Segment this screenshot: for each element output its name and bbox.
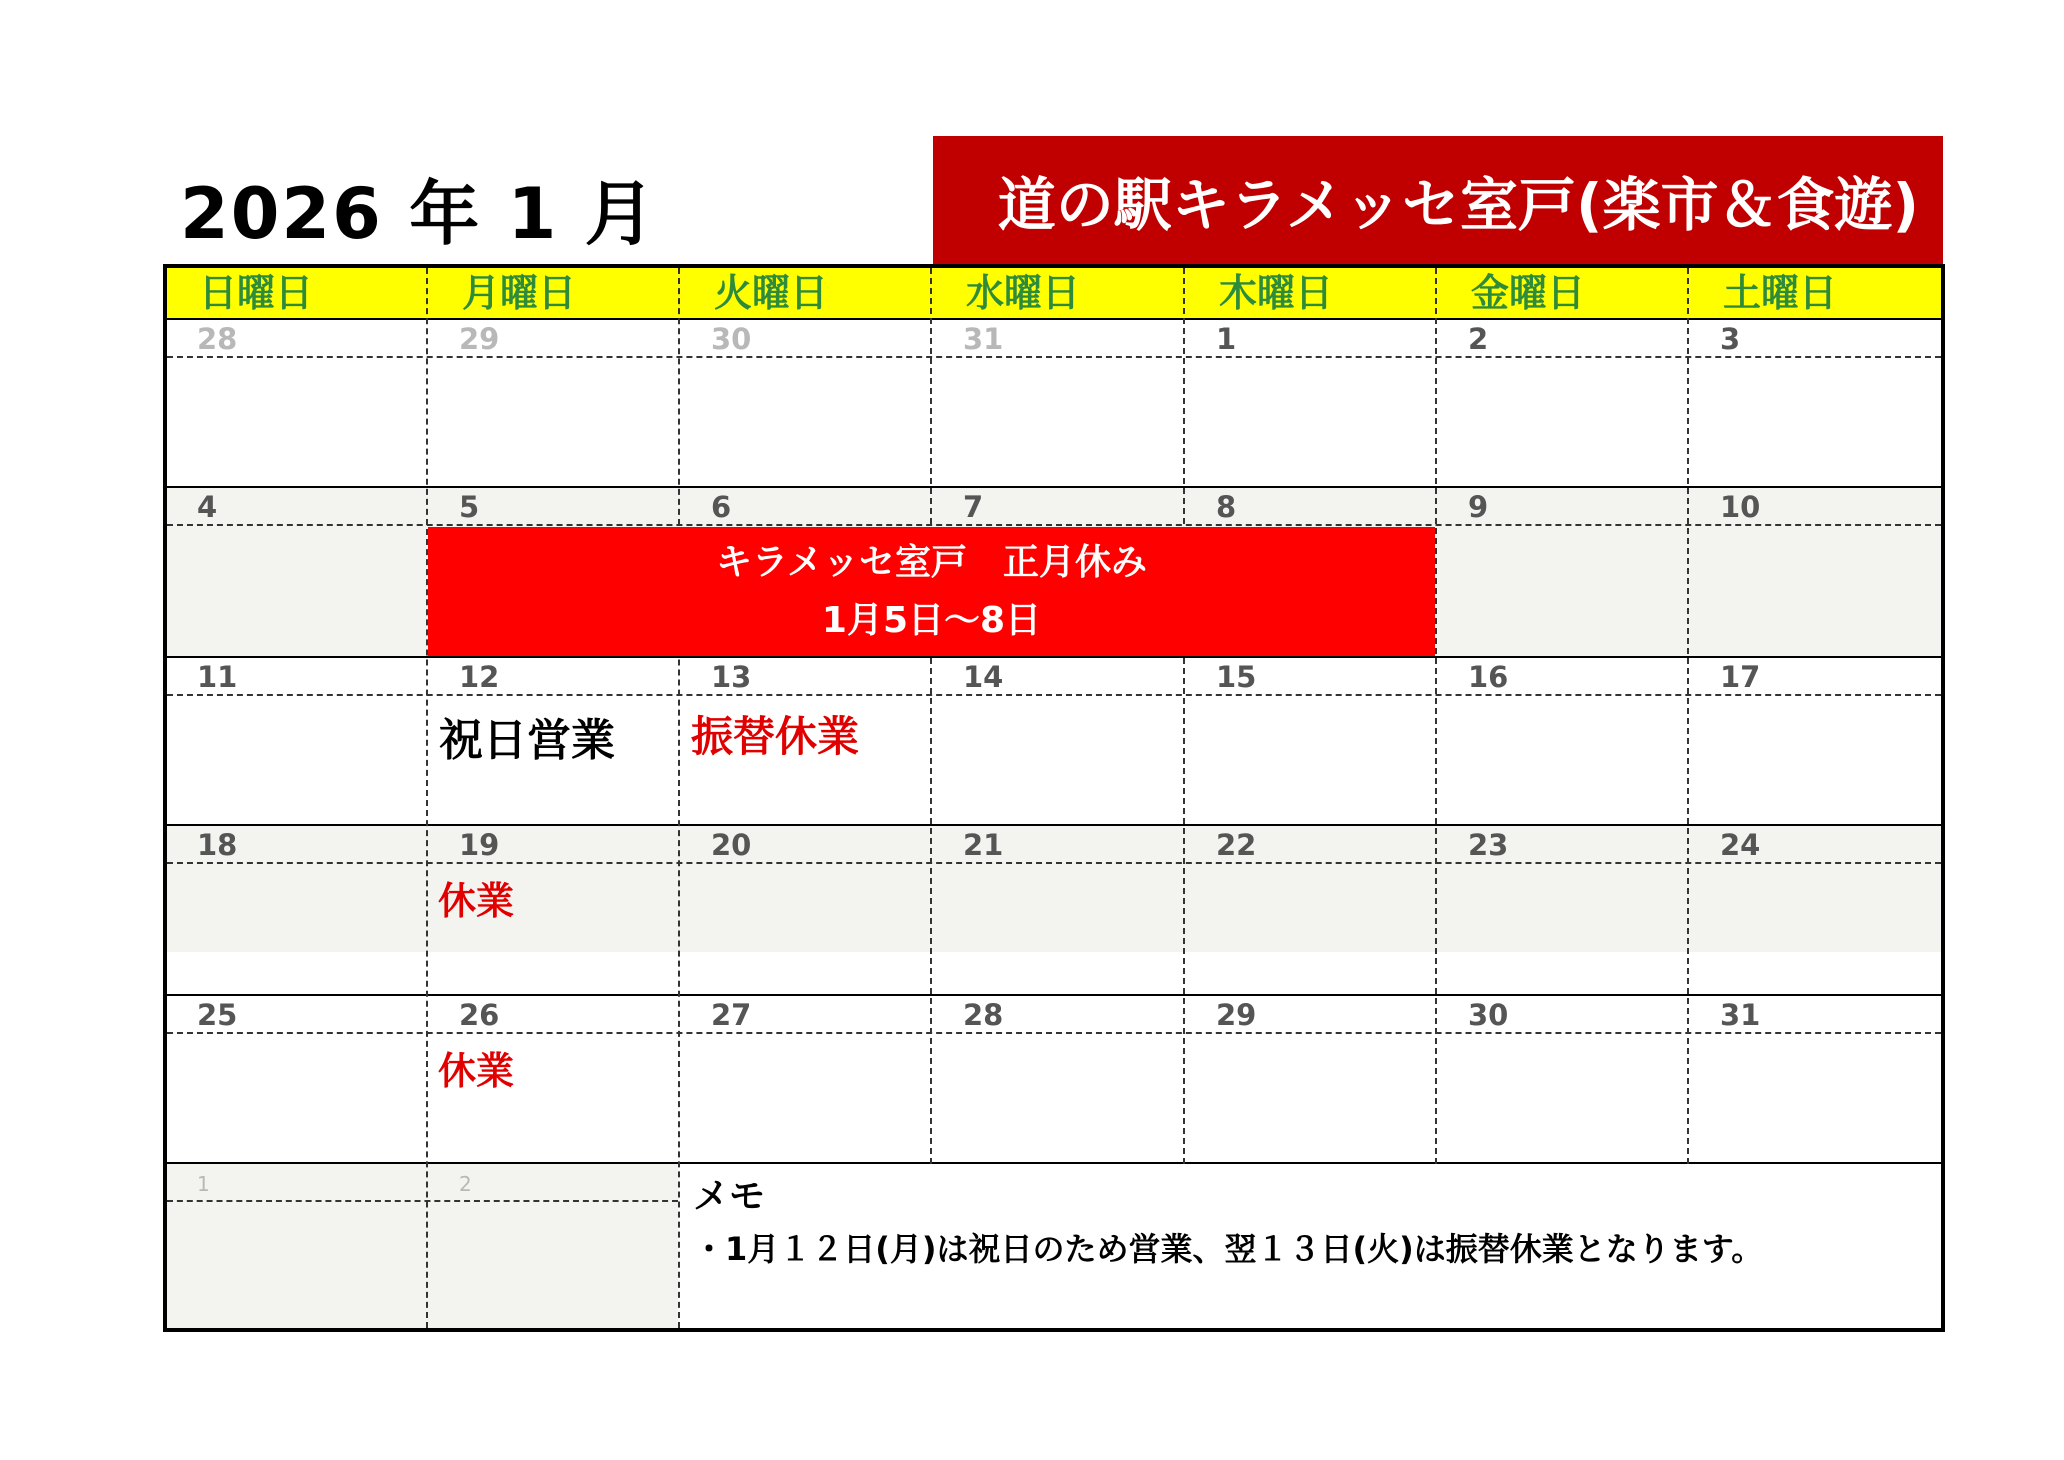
day-number: 28 bbox=[197, 322, 238, 356]
station-name: 道の駅キラメッセ室戸(楽市＆食遊) bbox=[997, 171, 1919, 239]
day-number-next-month: 1 bbox=[197, 1172, 210, 1196]
day-number: 13 bbox=[711, 660, 752, 694]
new-year-holiday-banner bbox=[428, 527, 1435, 656]
day-number: 4 bbox=[197, 490, 218, 524]
weekday-thursday: 木曜日 bbox=[1219, 271, 1334, 315]
day-number: 11 bbox=[197, 660, 238, 694]
day-number: 31 bbox=[1720, 998, 1761, 1032]
day-number: 3 bbox=[1720, 322, 1741, 356]
day-number: 7 bbox=[963, 490, 984, 524]
day-number: 15 bbox=[1216, 660, 1257, 694]
day-number: 9 bbox=[1468, 490, 1489, 524]
day-number: 21 bbox=[963, 828, 1004, 862]
day-number: 31 bbox=[963, 322, 1004, 356]
column-divider bbox=[1183, 268, 1185, 1164]
memo-text: ・1月１２日(月)は祝日のため営業、翌１３日(火)は振替休業となります。 bbox=[693, 1230, 1764, 1268]
day-number: 1 bbox=[1216, 322, 1237, 356]
day-number: 17 bbox=[1720, 660, 1761, 694]
weekday-friday: 金曜日 bbox=[1471, 271, 1586, 315]
day-number: 28 bbox=[963, 998, 1004, 1032]
row-divider bbox=[167, 824, 1941, 826]
row-divider bbox=[167, 862, 1941, 864]
day-number: 30 bbox=[711, 322, 752, 356]
day-number: 27 bbox=[711, 998, 752, 1032]
weekday-saturday: 土曜日 bbox=[1723, 271, 1838, 315]
row-divider bbox=[167, 486, 1941, 488]
note-substitute-closed: 振替休業 bbox=[691, 712, 860, 761]
month-title: 2026 年 1 月 bbox=[180, 173, 657, 255]
calendar-grid bbox=[163, 264, 1945, 1332]
day-number: 6 bbox=[711, 490, 732, 524]
day-number: 12 bbox=[459, 660, 500, 694]
day-number: 29 bbox=[1216, 998, 1257, 1032]
day-number: 14 bbox=[963, 660, 1004, 694]
weekday-header bbox=[167, 268, 1941, 320]
row-divider bbox=[167, 994, 1941, 996]
weekday-sunday: 日曜日 bbox=[199, 271, 314, 315]
column-divider bbox=[930, 268, 932, 1164]
day-number: 20 bbox=[711, 828, 752, 862]
row-divider bbox=[167, 1032, 1941, 1034]
holiday-banner-dates: 1月5日～8日 bbox=[821, 599, 1042, 641]
day-number: 26 bbox=[459, 998, 500, 1032]
station-name-banner bbox=[933, 136, 1943, 264]
day-number: 8 bbox=[1216, 490, 1237, 524]
weekday-wednesday: 水曜日 bbox=[966, 271, 1081, 315]
shade-week4 bbox=[167, 826, 1941, 952]
note-closed-26: 休業 bbox=[438, 1049, 515, 1093]
day-number: 23 bbox=[1468, 828, 1509, 862]
day-number: 5 bbox=[459, 490, 480, 524]
row-divider bbox=[167, 656, 1941, 658]
row-divider bbox=[167, 1200, 678, 1202]
column-divider bbox=[678, 268, 680, 1328]
note-holiday-open: 祝日営業 bbox=[439, 715, 615, 766]
day-number: 2 bbox=[1468, 322, 1489, 356]
day-number: 18 bbox=[197, 828, 238, 862]
day-number-next-month: 2 bbox=[459, 1172, 472, 1196]
column-divider bbox=[1435, 268, 1437, 1164]
row-divider bbox=[167, 1162, 1941, 1164]
day-number: 24 bbox=[1720, 828, 1761, 862]
weekday-monday: 月曜日 bbox=[462, 271, 577, 315]
row-divider bbox=[167, 356, 1941, 358]
weekday-tuesday: 火曜日 bbox=[714, 271, 829, 315]
row-divider bbox=[167, 524, 1941, 526]
holiday-banner-title: キラメッセ室戸 正月休み bbox=[716, 541, 1147, 583]
day-number: 22 bbox=[1216, 828, 1257, 862]
note-closed-19: 休業 bbox=[438, 879, 515, 923]
day-number: 30 bbox=[1468, 998, 1509, 1032]
day-number: 19 bbox=[459, 828, 500, 862]
memo-title: メモ bbox=[693, 1176, 766, 1217]
shade-extra-row bbox=[167, 1164, 678, 1328]
day-number: 10 bbox=[1720, 490, 1761, 524]
column-divider bbox=[1687, 268, 1689, 1164]
day-number: 25 bbox=[197, 998, 238, 1032]
day-number: 29 bbox=[459, 322, 500, 356]
column-divider bbox=[426, 268, 428, 1328]
row-divider bbox=[167, 694, 1941, 696]
day-number: 16 bbox=[1468, 660, 1509, 694]
